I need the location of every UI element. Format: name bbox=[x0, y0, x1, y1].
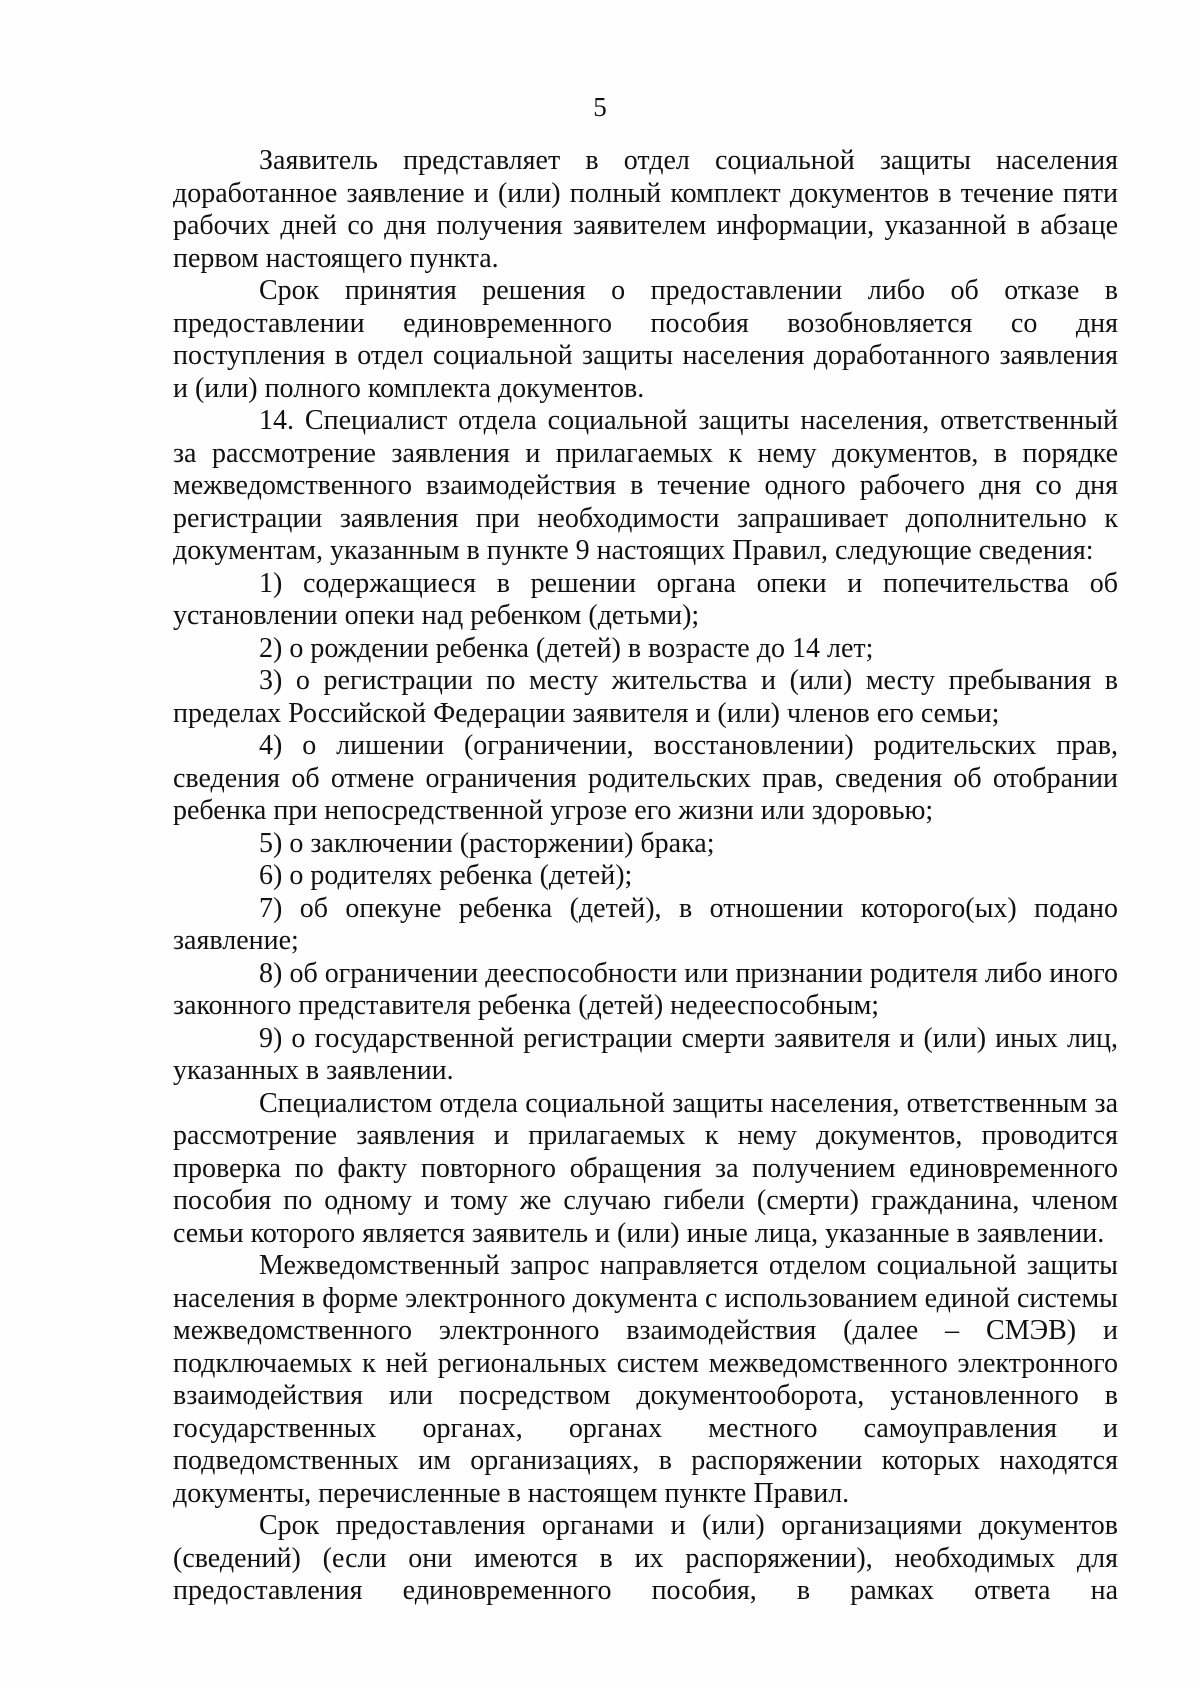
list-item: 5) о заключении (расторжении) брака; bbox=[259, 827, 715, 859]
list-item: 7) об опекуне ребенка (детей), в отношении которого(ых) подано заявление; bbox=[173, 892, 1118, 956]
paragraph: Заявитель представляет в отдел социальной защиты населения доработанное заявление и (или) полный комплект документов в течение пяти рабочих дней со дня получения заявителем информации, указанной в абзаце первом настоящего пункта. bbox=[173, 145, 1118, 274]
list-item: 1) содержащиеся в решении органа опеки и попечительства об установлении опеки над ребенком (детьми); bbox=[173, 567, 1118, 631]
list-item: 2) о рождении ребенка (детей) в возрасте до 14 лет; bbox=[259, 632, 874, 664]
paragraph: 14. Специалист отдела социальной защиты населения, ответственный за рассмотрение заявления и прилагаемых к нему документов, в порядке межведомственного взаимодействия в течение одного рабочего дня со дня регистрации заявления при необходимости запрашивает дополнительно к документам, указанным в пункте 9 настоящих Правил, следующие сведения: bbox=[173, 405, 1118, 566]
list-item: 6) о родителях ребенка (детей); bbox=[259, 860, 633, 891]
paragraph: Срок предоставления органами и (или) организациями документов (сведений) (если они имеются в их распоряжении), необходимых для предоставления единовременного пособия, в рамках ответа на bbox=[173, 1510, 1118, 1606]
paragraph: Срок принятия решения о предоставлении либо об отказе в предоставлении единовременного пособия возобновляется со дня поступления в отдел социальной защиты населения доработанного заявления и (или) полного комплекта документов. bbox=[173, 275, 1118, 404]
list-item: 9) о государственной регистрации смерти заявителя и (или) иных лиц, указанных в заявлении. bbox=[173, 1022, 1118, 1086]
list-item: 8) об ограничении дееспособности или признании родителя либо иного законного представителя ребенка (детей) недееспособным; bbox=[173, 957, 1118, 1021]
list-item: 4) о лишении (ограничении, восстановлении) родительских прав, сведения об отмене ограничения родительских прав, сведения об отобрании ребенка при непосредственной угрозе его жизни или здоровью; bbox=[173, 730, 1118, 826]
paragraph: Межведомственный запрос направляется отделом социальной защиты населения в форме электронного документа с использованием единой системы межведомственного электронного взаимодействия (далее – СМЭВ) и подключаемых к ней региональных систем межведомственного электронного взаимодействия или посредством документооборота, установленного в государственных органах, органах местного самоуправления и подведомственных им организациях, в распоряжении которых находятся документы, перечисленные в настоящем пункте Правил. bbox=[173, 1250, 1118, 1509]
list-item: 3) о регистрации по месту жительства и (или) месту пребывания в пределах Российской Федерации заявителя и (или) членов его семьи; bbox=[173, 665, 1118, 729]
page-number: 5 bbox=[593, 92, 607, 122]
paragraph: Специалистом отдела социальной защиты населения, ответственным за рассмотрение заявления и прилагаемых к нему документов, проводится проверка по факту повторного обращения за получением единовременного пособия по одному и тому же случаю гибели (смерти) гражданина, членом семьи которого является заявитель и (или) иные лица, указанные в заявлении. bbox=[173, 1087, 1118, 1249]
body-text bbox=[173, 145, 1118, 1608]
